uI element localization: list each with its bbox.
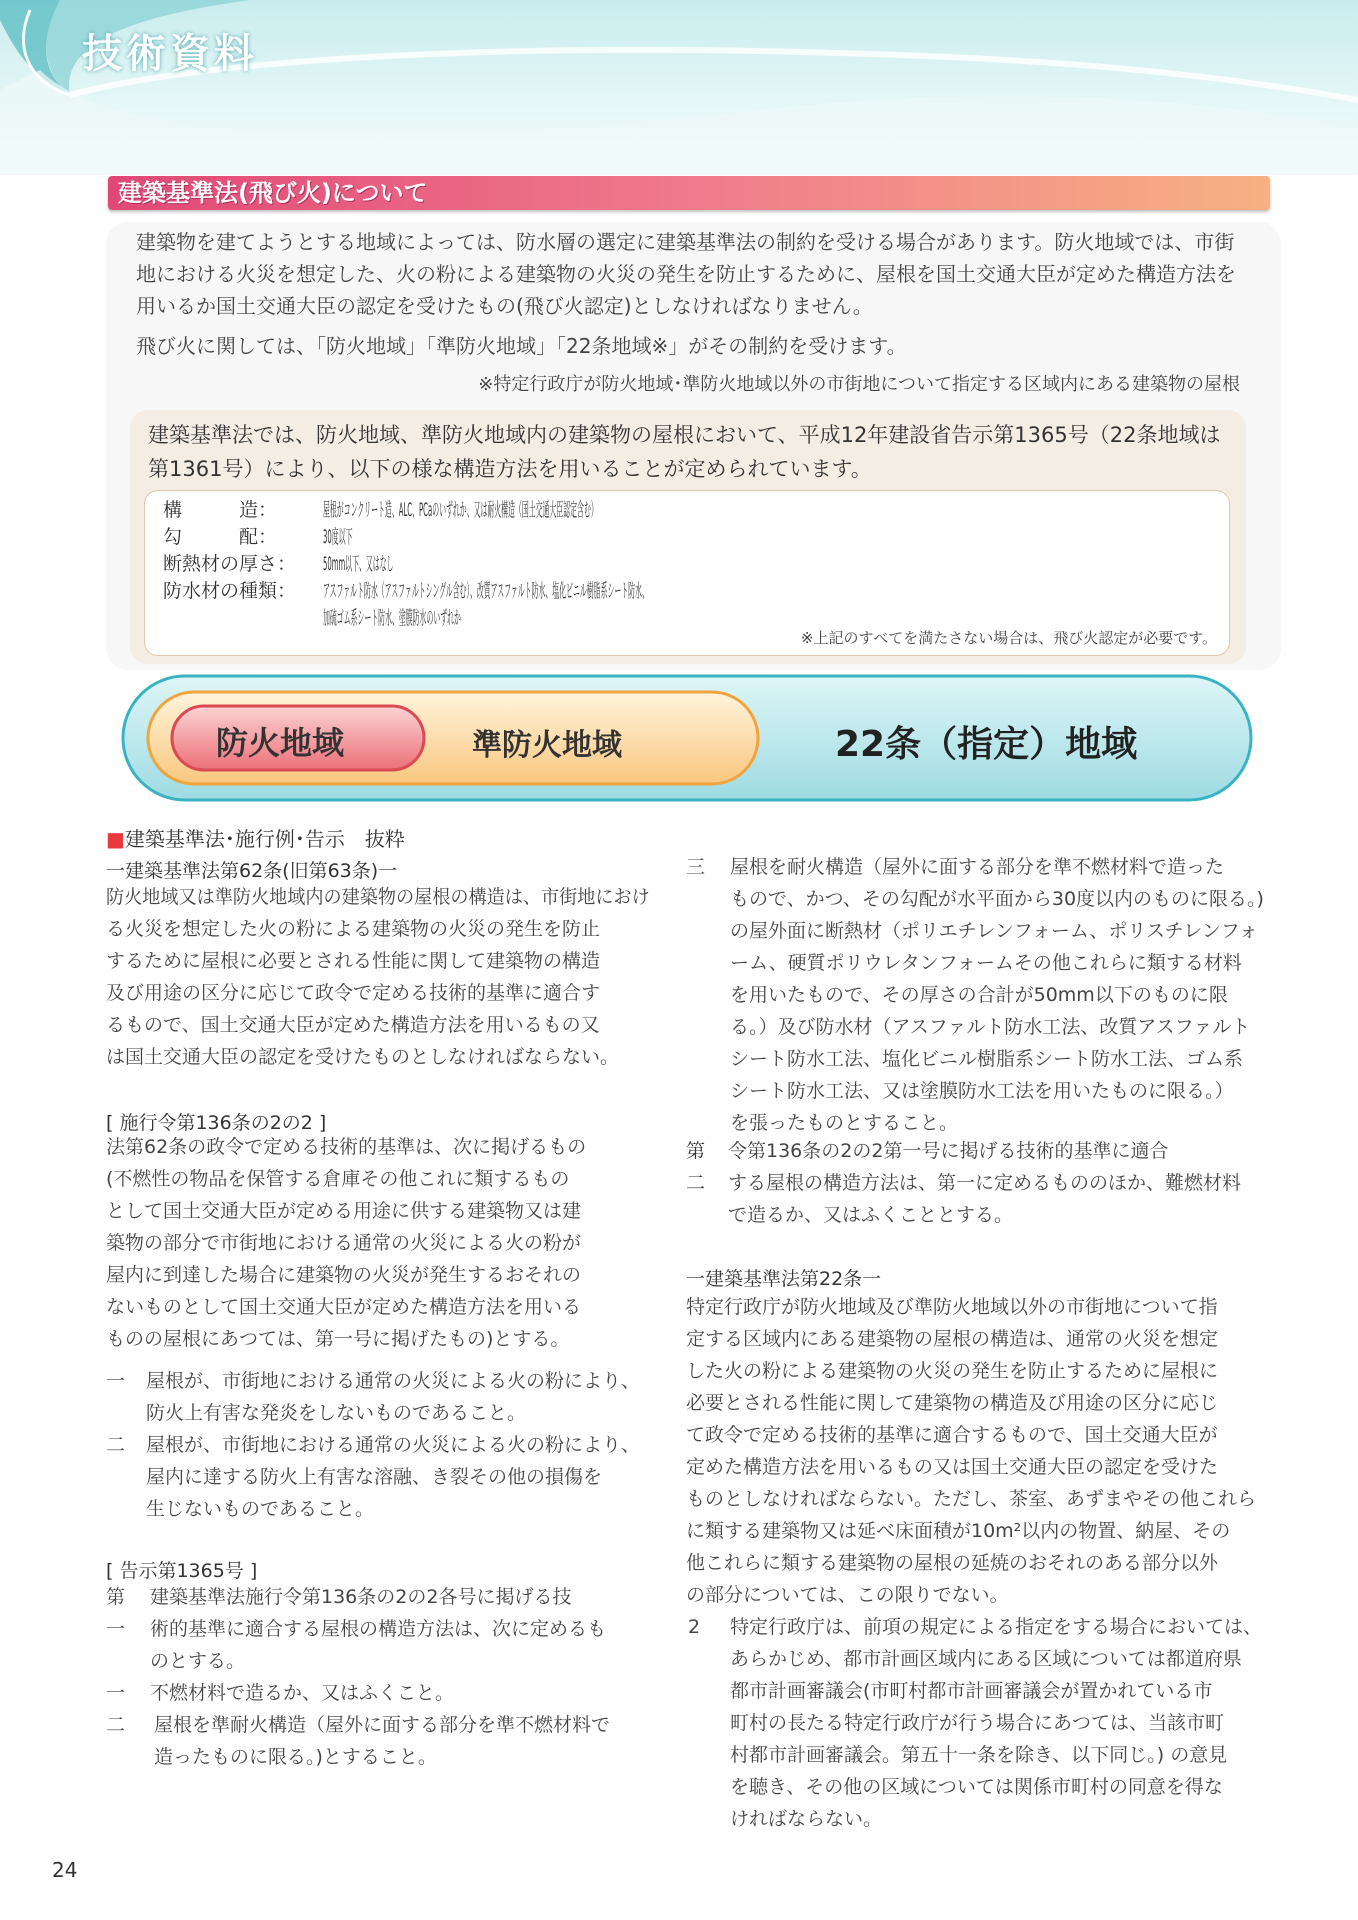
item-marker: 一 bbox=[106, 1682, 126, 1704]
text-line: 屋根が、市街地における通常の火災による火の粉により、 bbox=[146, 1434, 641, 1456]
text-line: 術的基準に適合する屋根の構造方法は、次に定めるも bbox=[150, 1618, 607, 1640]
text-line: 築物の部分で市街地における通常の火災による火の粉が bbox=[106, 1232, 582, 1254]
item-marker: 二 bbox=[106, 1434, 126, 1456]
text-line: するために屋根に必要とされる性能に関して建築物の構造 bbox=[106, 950, 601, 972]
requirements-lead: 建築基準法では、防火地域、準防火地域内の建築物の屋根において、平成12年建設省告示第1365号（22条地域は第1361号）により、以下の様な構造方法を用いることが定められています。 bbox=[148, 423, 1221, 481]
requirement-value: 30度以下 bbox=[323, 526, 353, 548]
section-title: 建築基準法(飛び火)について bbox=[118, 179, 428, 207]
requirement-label: 構 造： bbox=[163, 499, 278, 521]
text-line: を用いたもので、その厚さの合計が50mm以下のものに限 bbox=[730, 984, 1228, 1006]
item-marker: 第二 bbox=[686, 1140, 706, 1194]
zone-label-fire: 防火地域 bbox=[216, 724, 345, 762]
text-line: 屋内に到達した場合に建築物の火災が発生するおそれの bbox=[106, 1264, 582, 1286]
text-line: る火災を想定した火の粉による建築物の火災の発生を防止 bbox=[106, 918, 601, 940]
text-line: るもので、国土交通大臣が定めた構造方法を用いるもの又 bbox=[106, 1014, 600, 1036]
intro-paragraph-2: 飛び火に関しては、「防火地域」「準防火地域」「22条地域※」がその制約を受けます。 bbox=[136, 334, 907, 358]
text-line: 屋根が、市街地における通常の火災による火の粉により、 bbox=[146, 1370, 641, 1392]
text-line: ーム、硬質ポリウレタンフォームその他これらに類する材料 bbox=[730, 952, 1242, 974]
text-line: 村都市計画審議会。第五十一条を除き、以下同じ。) の意見 bbox=[730, 1744, 1228, 1766]
text-line: した火の粉による建築物の火災の発生を防止するために屋根に bbox=[686, 1360, 1219, 1382]
text-line: シート防水工法、塩化ビニル樹脂系シート防水工法、ゴム系 bbox=[730, 1048, 1244, 1070]
item-marker: 一 bbox=[106, 1370, 126, 1392]
page-heading: 技術資料 bbox=[82, 31, 258, 77]
text-line: シート防水工法、又は塗膜防水工法を用いたものに限る。） bbox=[730, 1080, 1234, 1102]
text-line: として国土交通大臣が定める用途に供する建築物又は建 bbox=[106, 1200, 582, 1222]
text-line: あらかじめ、都市計画区域内にある区域については都道府県 bbox=[730, 1648, 1242, 1670]
requirement-value: 屋根がコンクリート造、ALC、PCaのいずれか、又は耐火構造（国土交通大臣認定含む） bbox=[323, 499, 598, 521]
article22-heading: 一建築基準法第22条一 bbox=[686, 1268, 882, 1290]
text-line: 特定行政庁が防火地域及び準防火地域以外の市街地について指 bbox=[686, 1296, 1218, 1318]
text-line: 屋根を準耐火構造（屋外に面する部分を準不燃材料で bbox=[154, 1714, 611, 1736]
zone-label-quasi-fire: 準防火地域 bbox=[472, 728, 622, 763]
requirements-box bbox=[144, 490, 1230, 656]
zone-label-article22: 22条（指定）地域 bbox=[835, 724, 1138, 765]
requirement-value: アスファルト防水（アスファルトシングル含む）、改質アスファルト防水、塩化ビニル樹脂系シート防水、 bbox=[323, 580, 649, 602]
text-line: の屋外面に断熱材（ポリエチレンフォーム、ポリスチレンフォ bbox=[730, 920, 1258, 942]
requirements-panel bbox=[130, 410, 1246, 664]
text-line: 他これらに類する建築物の屋根の延焼のおそれのある部分以外 bbox=[686, 1552, 1219, 1574]
text-line: 都市計画審議会(市町村都市計画審議会が置かれている市 bbox=[730, 1680, 1213, 1702]
text-line: 造ったものに限る。)とすること。 bbox=[154, 1746, 437, 1768]
article62-heading: 一建築基準法第62条(旧第63条)一 bbox=[106, 860, 398, 882]
text-line: ければならない。 bbox=[730, 1808, 883, 1830]
item-marker: 第一 bbox=[106, 1586, 126, 1640]
text-line: 法第62条の政令で定める技術的基準は、次に掲げるもの bbox=[106, 1136, 587, 1158]
text-line: 屋内に達する防火上有害な溶融、き裂その他の損傷を bbox=[146, 1466, 603, 1488]
item-marker: 2 bbox=[688, 1616, 701, 1638]
text-line: て政令で定める技術的基準に適合するもので、国土交通大臣が bbox=[686, 1424, 1218, 1446]
page-number: 24 bbox=[52, 1858, 78, 1882]
text-line: は国土交通大臣の認定を受けたものとしなければならない。 bbox=[106, 1046, 620, 1068]
intro-paragraph-1: 建築物を建てようとする地域によっては、防水層の選定に建築基準法の制約を受ける場合があります。防火地域では、市街地における火災を想定した、火の粉による建築物の火災の発生を防止するために、屋根を国土交通大臣が定めた構造方法を用いるか国土交通大臣の認定を受けたもの(飛び火認定)としなければなりません。 bbox=[136, 230, 1236, 318]
text-line: ものの屋根にあつては、第一号に掲げたもの)とする。 bbox=[106, 1328, 570, 1350]
requirement-value: 加硫ゴム系シート防水、塗膜防水のいずれか bbox=[323, 607, 461, 629]
text-line: のとする。 bbox=[150, 1650, 246, 1672]
text-line: する屋根の構造方法は、第一に定めるもののほか、難燃材料 bbox=[728, 1172, 1242, 1194]
text-line: 生じないものであること。 bbox=[146, 1498, 375, 1520]
text-line: 令第136条の2の2第一号に掲げる技術的基準に適合 bbox=[728, 1140, 1169, 1162]
text-line: る。）及び防水材（アスファルト防水工法、改質アスファルト bbox=[730, 1016, 1251, 1038]
text-line: 屋根を耐火構造（屋外に面する部分を準不燃材料で造った bbox=[730, 856, 1225, 878]
item-marker: 三 bbox=[686, 856, 706, 878]
requirement-label: 防水材の種類： bbox=[163, 580, 297, 602]
requirement-value: 50mm以下、又はなし bbox=[323, 553, 394, 575]
text-line: を聴き、その他の区域については関係市町村の同意を得な bbox=[730, 1776, 1223, 1798]
text-line: ないものとして国土交通大臣が定めた構造方法を用いる bbox=[106, 1296, 582, 1318]
text-line: 定めた構造方法を用いるもの又は国土交通大臣の認定を受けた bbox=[686, 1456, 1219, 1478]
zone-diagram bbox=[120, 672, 1254, 804]
text-line: 防火上有害な発炎をしないものであること。 bbox=[146, 1402, 527, 1424]
text-line: もので、かつ、その勾配が水平面から30度以内のものに限る。) bbox=[730, 888, 1264, 910]
excerpt-section-heading: ■建築基準法･施行例･告示 抜粋 bbox=[106, 827, 405, 851]
requirements-note: ※上記のすべてを満たさない場合は、飛び火認定が必要です。 bbox=[800, 629, 1217, 647]
text-line: 不燃材料で造るか、又はふくこと。 bbox=[150, 1682, 455, 1704]
text-line: に類する建築物又は延べ床面積が10m²以内の物置、納屋、その bbox=[686, 1520, 1231, 1542]
text-line: を張ったものとすること。 bbox=[730, 1112, 959, 1134]
text-line: 建築基準法施行令第136条の2の2各号に掲げる技 bbox=[150, 1586, 572, 1608]
text-line: で造るか、又はふくこととする。 bbox=[728, 1204, 1014, 1226]
intro-note: ※特定行政庁が防火地域･準防火地域以外の市街地について指定する区域内にある建築物の屋根 bbox=[478, 374, 1240, 395]
order136-heading: [ 施行令第136条の2の2 ] bbox=[106, 1112, 327, 1134]
text-line: の部分については、この限りでない。 bbox=[686, 1584, 1009, 1606]
requirement-label: 断熱材の厚さ： bbox=[163, 553, 297, 575]
text-line: 特定行政庁は、前項の規定による指定をする場合においては、 bbox=[730, 1616, 1263, 1638]
text-line: 必要とされる性能に関して建築物の構造及び用途の区分に応じ bbox=[686, 1392, 1219, 1414]
item-marker: 二 bbox=[106, 1714, 126, 1736]
square-bullet-icon: ■ bbox=[106, 827, 125, 851]
section-title-bar bbox=[108, 176, 1270, 210]
requirement-label: 勾 配： bbox=[163, 526, 278, 548]
text-line: ものとしなければならない。ただし、茶室、あずまやその他これら bbox=[686, 1488, 1257, 1510]
text-line: 定する区域内にある建築物の屋根の構造は、通常の火災を想定 bbox=[686, 1328, 1219, 1350]
text-line: (不燃性の物品を保管する倉庫その他これに類するもの bbox=[106, 1168, 570, 1190]
notice1365-heading: [ 告示第1365号 ] bbox=[106, 1560, 258, 1582]
text-line: 防火地域又は準防火地域内の建築物の屋根の構造は、市街地におけ bbox=[106, 886, 650, 908]
text-line: 及び用途の区分に応じて政令で定める技術的基準に適合す bbox=[106, 982, 601, 1004]
text-line: 町村の長たる特定行政庁が行う場合にあつては、当該市町 bbox=[730, 1712, 1225, 1734]
